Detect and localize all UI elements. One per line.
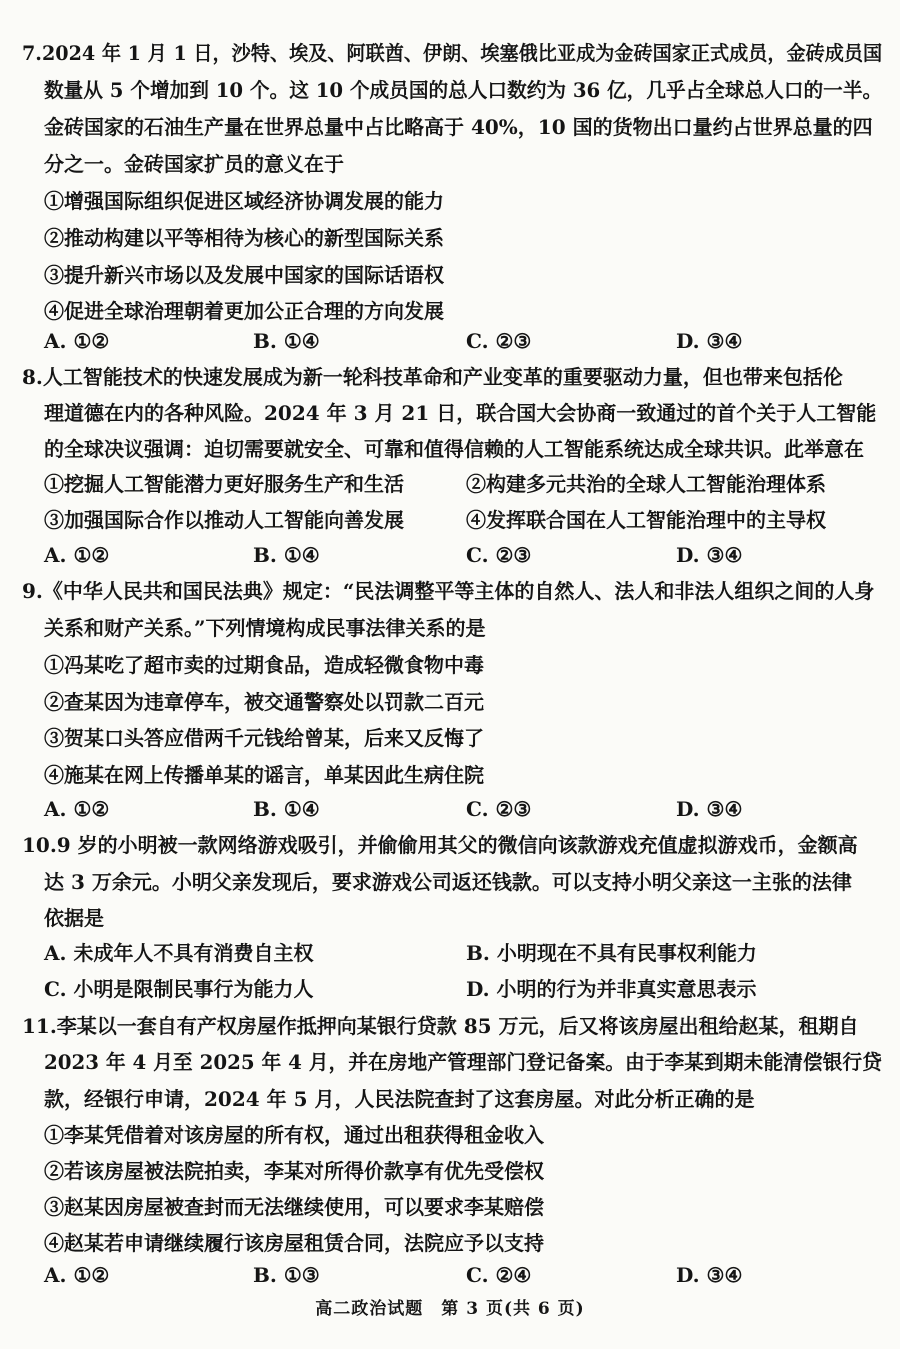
question-9-statement-2: ②查某因为违章停车，被交通警察处以罚款二百元 <box>44 690 484 714</box>
question-9-statement-1: ①冯某吃了超市卖的过期食品，造成轻微食物中毒 <box>44 653 484 677</box>
question-7-statement-2: ②推动构建以平等相待为核心的新型国际关系 <box>44 226 444 250</box>
question-7-statement-3: ③提升新兴市场以及发展中国家的国际话语权 <box>44 263 444 287</box>
question-9-answer-c: C. ②③ <box>466 797 532 821</box>
question-9-answer-b: B. ①④ <box>253 797 320 821</box>
question-7-statement-4: ④促进全球治理朝着更加公正合理的方向发展 <box>44 299 444 323</box>
question-7-answer-d: D. ③④ <box>676 329 743 353</box>
question-11-answer-b: B. ①③ <box>253 1263 320 1287</box>
question-7-stem-line-4: 分之一。金砖国家扩员的意义在于 <box>44 152 344 176</box>
question-7-answer-a: A. ①② <box>44 329 110 353</box>
question-10-stem-line-1: 10.9 岁的小明被一款网络游戏吸引，并偷偷用其父的微信向该款游戏充值虚拟游戏币，金额高 <box>22 833 858 857</box>
question-9-answer-d: D. ③④ <box>676 797 743 821</box>
question-7-answer-b: B. ①④ <box>253 329 320 353</box>
question-8-answer-b: B. ①④ <box>253 543 320 567</box>
question-11-stem-line-1: 11.李某以一套自有产权房屋作抵押向某银行贷款 85 万元，后又将该房屋出租给赵某，租期自 <box>22 1014 859 1038</box>
question-11-answer-a: A. ①② <box>44 1263 110 1287</box>
page-footer: 高二政治试题 第 3 页(共 6 页) <box>315 1299 585 1319</box>
question-10-option-a: A. 未成年人不具有消费自主权 <box>44 941 314 965</box>
question-9-stem-line-2: 关系和财产关系。”下列情境构成民事法律关系的是 <box>44 616 486 640</box>
question-7-statement-1: ①增强国际组织促进区域经济协调发展的能力 <box>44 189 444 213</box>
question-11-stem-line-3: 款，经银行申请，2024 年 5 月，人民法院查封了这套房屋。对此分析正确的是 <box>44 1087 755 1111</box>
question-7-stem-line-3: 金砖国家的石油生产量在世界总量中占比略高于 40%，10 国的货物出口量约占世界总量的四 <box>44 115 873 139</box>
question-10-option-b: B. 小明现在不具有民事权利能力 <box>466 941 757 965</box>
question-7-stem-line-1: 7.2024 年 1 月 1 日，沙特、埃及、阿联酋、伊朗、埃塞俄比亚成为金砖国家正式成员，金砖成员国 <box>22 41 883 65</box>
question-9-answer-a: A. ①② <box>44 797 110 821</box>
question-8-answer-c: C. ②③ <box>466 543 532 567</box>
question-8-statement-4: ④发挥联合国在人工智能治理中的主导权 <box>466 508 826 532</box>
question-11-statement-1: ①李某凭借着对该房屋的所有权，通过出租获得租金收入 <box>44 1123 544 1147</box>
question-11-stem-line-2: 2023 年 4 月至 2025 年 4 月，并在房地产管理部门登记备案。由于李某到期未能清偿银行贷 <box>44 1050 882 1074</box>
question-11-statement-2: ②若该房屋被法院拍卖，李某对所得价款享有优先受偿权 <box>44 1159 544 1183</box>
question-9-statement-4: ④施某在网上传播单某的谣言，单某因此生病住院 <box>44 763 484 787</box>
question-11-answer-c: C. ②④ <box>466 1263 532 1287</box>
question-8-stem-line-3: 的全球决议强调：迫切需要就安全、可靠和值得信赖的人工智能系统达成全球共识。此举意在 <box>44 437 864 461</box>
question-8-statement-2: ②构建多元共治的全球人工智能治理体系 <box>466 472 826 496</box>
question-11-statement-3: ③赵某因房屋被查封而无法继续使用，可以要求李某赔偿 <box>44 1195 544 1219</box>
question-10-stem-line-3: 依据是 <box>44 906 104 930</box>
question-11-statement-4: ④赵某若申请继续履行该房屋租赁合同，法院应予以支持 <box>44 1231 544 1255</box>
question-8-stem-line-2: 理道德在内的各种风险。2024 年 3 月 21 日，联合国大会协商一致通过的首个关于人工智能 <box>44 401 877 425</box>
question-8-statement-1: ①挖掘人工智能潜力更好服务生产和生活 <box>44 472 404 496</box>
question-10-stem-line-2: 达 3 万余元。小明父亲发现后，要求游戏公司返还钱款。可以支持小明父亲这一主张的法律 <box>44 870 852 894</box>
question-7-answer-c: C. ②③ <box>466 329 532 353</box>
question-9-stem-line-1: 9.《中华人民共和国民法典》规定：“民法调整平等主体的自然人、法人和非法人组织之间的人身 <box>22 579 875 603</box>
question-8-stem-line-1: 8.人工智能技术的快速发展成为新一轮科技革命和产业变革的重要驱动力量，但也带来包括伦 <box>22 365 843 389</box>
question-8-answer-d: D. ③④ <box>676 543 743 567</box>
question-8-answer-a: A. ①② <box>44 543 110 567</box>
question-10-option-d: D. 小明的行为并非真实意思表示 <box>466 977 757 1001</box>
question-8-statement-3: ③加强国际合作以推动人工智能向善发展 <box>44 508 404 532</box>
question-11-answer-d: D. ③④ <box>676 1263 743 1287</box>
question-7-stem-line-2: 数量从 5 个增加到 10 个。这 10 个成员国的总人口数约为 36 亿，几乎占全球总人口的一半。 <box>44 78 883 102</box>
question-10-option-c: C. 小明是限制民事行为能力人 <box>44 977 314 1001</box>
question-9-statement-3: ③贺某口头答应借两千元钱给曾某，后来又反悔了 <box>44 726 484 750</box>
